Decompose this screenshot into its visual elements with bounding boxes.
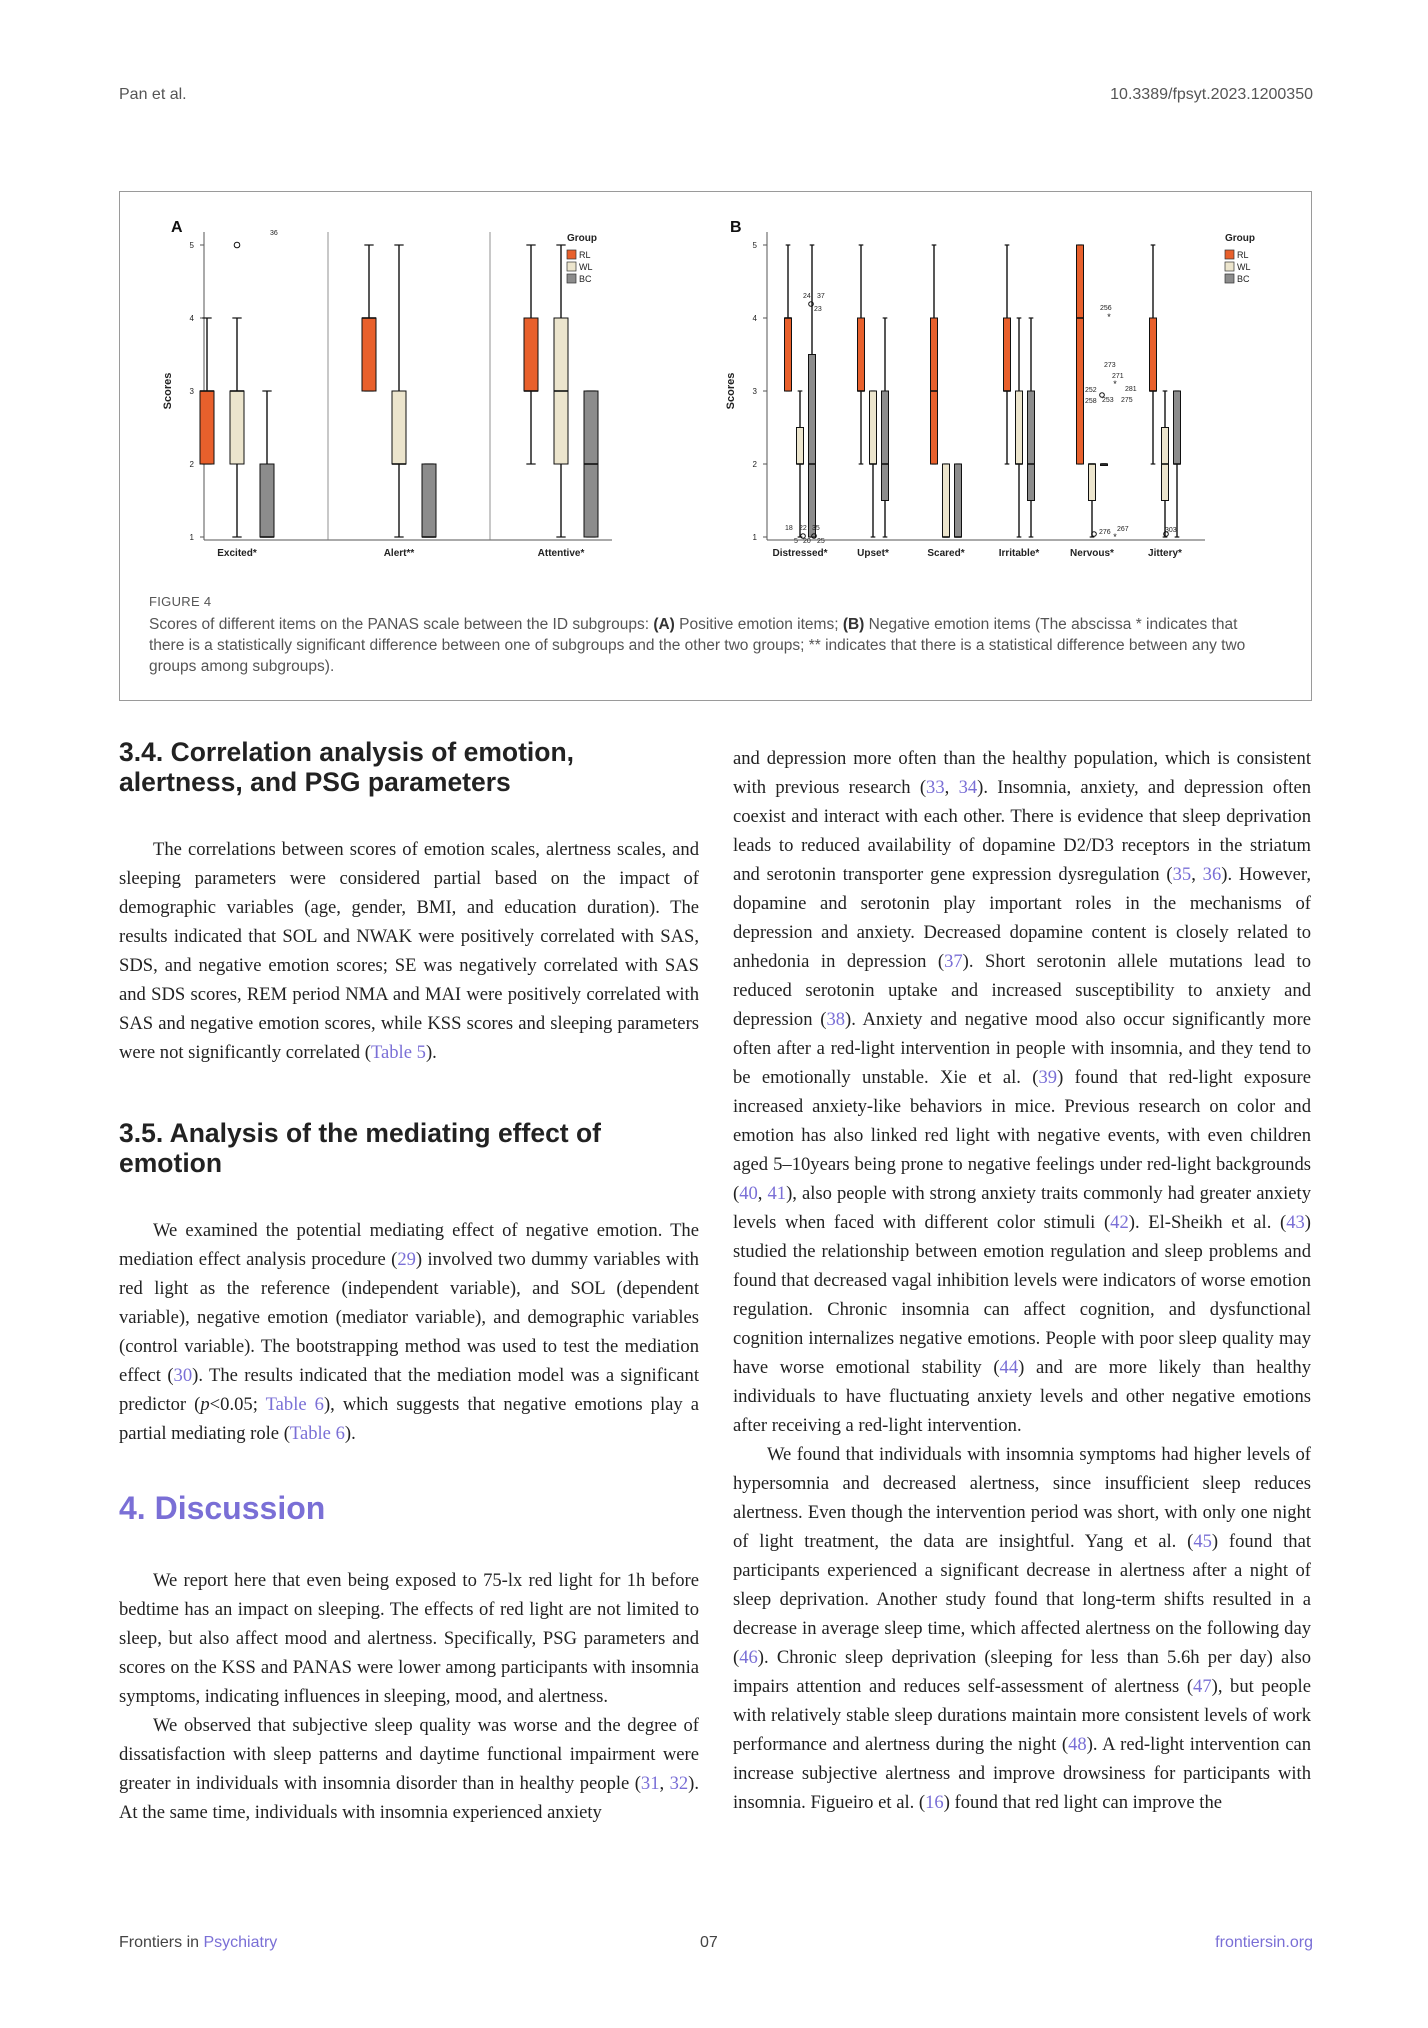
legend-label: RL bbox=[1237, 250, 1249, 260]
x-tick-label: Alert** bbox=[383, 548, 415, 559]
outlier-label: 273 bbox=[1104, 362, 1116, 369]
outlier-label: 23 bbox=[814, 306, 822, 313]
left-column bbox=[119, 737, 699, 1827]
y-tick-label: 3 bbox=[189, 387, 194, 396]
ref-48-link[interactable]: 48 bbox=[1068, 1734, 1087, 1755]
ref-33-link[interactable]: 33 bbox=[926, 777, 945, 798]
legend-label: WL bbox=[1237, 262, 1251, 272]
figure-caption: Scores of different items on the PANAS scale between the ID subgroups: (A) Positive emotion items; (B) Negative emotion items (The abscissa * indicates that there is a statistically significant difference between one of subgroups and the other two groups; ** indicates that there is a statistical difference between any two groups among subgroups). bbox=[149, 616, 1246, 675]
box-rl bbox=[1004, 318, 1011, 391]
outlier-label: 252 bbox=[1085, 387, 1097, 394]
y-tick-label: 1 bbox=[752, 533, 757, 542]
outlier-label: 5 bbox=[794, 538, 798, 545]
doi: 10.3389/fpsyt.2023.1200350 bbox=[1110, 86, 1313, 103]
outlier-label: 281 bbox=[1125, 386, 1137, 393]
y-axis-label: Scores bbox=[162, 372, 174, 410]
x-tick-label: Scared* bbox=[927, 548, 965, 559]
ref-42-link[interactable]: 42 bbox=[1110, 1212, 1129, 1233]
box-wl bbox=[797, 428, 804, 465]
right-column bbox=[733, 744, 1311, 1817]
y-tick-label: 2 bbox=[189, 460, 194, 469]
legend-title: Group bbox=[1225, 233, 1255, 244]
section-3-5-paragraph: We examined the potential mediating effect of negative emotion. The mediation effect analysis procedure (29) involved two dummy variables with red light as the reference (independent variable), and SOL (dependent variable), negative emotion (mediator variable), and demographic variables (control variable). The bootstrapping method was used to test the mediation effect (30). The results indicated that the mediation model was a significant predictor (p<0.05; Table 6), which suggests that negative emotions play a partial mediating role (Table 6). bbox=[119, 1220, 699, 1444]
outlier-label: 20 bbox=[803, 538, 811, 545]
table-6-link[interactable]: Table 6 bbox=[289, 1423, 345, 1444]
outlier-label: 267 bbox=[1117, 526, 1129, 533]
outlier-label: 24 bbox=[803, 293, 811, 300]
box-wl bbox=[392, 391, 406, 464]
box-wl bbox=[1089, 464, 1096, 501]
x-tick-label: Upset* bbox=[857, 548, 889, 559]
outlier-label: 37 bbox=[817, 293, 825, 300]
legend-swatch-bc bbox=[1225, 274, 1234, 283]
y-tick-label: 5 bbox=[189, 241, 194, 250]
outlier-label: 276 bbox=[1099, 529, 1111, 536]
ref-45-link[interactable]: 45 bbox=[1193, 1531, 1212, 1552]
outlier-label: 258 bbox=[1085, 398, 1097, 405]
ref-35-link[interactable]: 35 bbox=[1172, 864, 1192, 885]
y-tick-label: 5 bbox=[752, 241, 757, 250]
ref-30-link[interactable]: 30 bbox=[173, 1365, 193, 1386]
box-rl bbox=[858, 318, 865, 391]
ref-34-link[interactable]: 34 bbox=[958, 777, 978, 798]
box-wl bbox=[1016, 391, 1023, 464]
x-tick-label: Nervous* bbox=[1070, 548, 1114, 559]
outlier-label: 256 bbox=[1100, 305, 1112, 312]
legend-title: Group bbox=[567, 233, 597, 244]
ref-41-link[interactable]: 41 bbox=[767, 1183, 787, 1204]
table-6-link[interactable]: Table 6 bbox=[265, 1394, 324, 1415]
ref-37-link[interactable]: 37 bbox=[944, 951, 963, 972]
ref-36-link[interactable]: 36 bbox=[1202, 864, 1222, 885]
extreme-point: * bbox=[1113, 379, 1117, 389]
outlier-label: 36 bbox=[270, 230, 278, 237]
box-bc bbox=[882, 391, 889, 501]
outlier-point bbox=[234, 242, 240, 248]
box-wl bbox=[943, 464, 950, 537]
y-tick-label: 1 bbox=[189, 533, 194, 542]
outlier-label: 22 bbox=[799, 525, 807, 532]
y-tick-label: 3 bbox=[752, 387, 757, 396]
y-tick-label: 4 bbox=[189, 314, 194, 323]
legend-label: BC bbox=[579, 274, 592, 284]
legend-swatch-rl bbox=[1225, 250, 1234, 259]
x-tick-label: Distressed* bbox=[772, 548, 828, 559]
legend-swatch-wl bbox=[567, 262, 576, 271]
right-paragraph-1: and depression more often than the healthy population, which is consistent with previous research (33, 34). Insomnia, anxiety, and depression often coexist and interact with each other. There is evidence that sleep deprivation leads to reduced availability of dopamine D2/D3 receptors in the striatum and serotonin transporter gene expression dysregulation (35, 36). However, dopamine and serotonin play important roles in the mechanisms of depression and anxiety. Decreased dopamine content is closely related to anhedonia in depression (37). Short serotonin allele mutations lead to reduced serotonin uptake and increased susceptibility to anxiety and depression (38). Anxiety and negative mood also occur significantly more often after a red-light intervention in people with insomnia, and they tend to be emotionally unstable. Xie et al. (39) found that red-light exposure increased anxiety-like behaviors in mice. Previous research on color and emotion has also linked red light with negative events, with even children aged 5–10years being prone to negative feelings under red-light backgrounds (40, 41), also people with strong anxiety traits commonly had greater anxiety levels when faced with different color stimuli (42). El-Sheikh et al. (43) studied the relationship between emotion regulation and sleep problems and found that decreased vagal inhibition levels were indicators of worse emotion regulation. Chronic insomnia can affect cognition, and dysfunctional cognition internalizes negative emotions. People with poor sleep quality may have worse emotional stability (44) and are more likely than healthy individuals to have fluctuating anxiety levels and other negative emotions after receiving a red-light intervention. bbox=[733, 748, 1312, 1436]
x-tick-label: Jittery* bbox=[1148, 548, 1182, 559]
ref-39-link[interactable]: 39 bbox=[1038, 1067, 1058, 1088]
box-rl bbox=[524, 318, 538, 391]
outlier-label: 271 bbox=[1112, 373, 1124, 380]
page-number: 07 bbox=[700, 1934, 718, 1951]
journal-name: Frontiers in Psychiatry bbox=[119, 1934, 278, 1951]
outlier-label: 35 bbox=[812, 525, 820, 532]
outlier-label: 18 bbox=[785, 525, 793, 532]
figure-label: FIGURE 4 bbox=[149, 594, 212, 609]
table-5-link[interactable]: Table 5 bbox=[370, 1042, 426, 1063]
box-rl bbox=[1077, 245, 1084, 464]
ref-43-link[interactable]: 43 bbox=[1286, 1212, 1305, 1233]
box-rl bbox=[200, 391, 214, 464]
journal-site-link[interactable]: frontiersin.org bbox=[1215, 1934, 1313, 1951]
panel-a-chart bbox=[157, 218, 712, 580]
outlier-label: 25 bbox=[817, 538, 825, 545]
ref-44-link[interactable]: 44 bbox=[999, 1357, 1019, 1378]
ref-32-link[interactable]: 32 bbox=[669, 1773, 689, 1794]
y-axis-label: Scores bbox=[725, 372, 737, 410]
box-bc bbox=[260, 464, 274, 537]
panel-letter: A bbox=[171, 219, 183, 236]
right-paragraph-2: We found that individuals with insomnia symptoms had higher levels of hypersomnia and decreased alertness, since insufficient sleep reduces alertness. Even though the intervention period was short, with only one night of light treatment, the data are insightful. Yang et al. (45) found that participants experienced a significant decrease in alertness after a night of sleep deprivation. Another study found that long-term shifts resulted in a decrease in average sleep time, which affected alertness on the following day (46). Chronic sleep deprivation (sleeping for less than 5.6h per day) also impairs attention and reduces self-assessment of alertness (47), but people with relatively stable sleep durations maintain more consistent levels of work performance and alertness during the night (48). A red-light intervention can increase subjective alertness and improve drowsiness for participants with insomnia. Figueiro et al. (16) found that red light can improve the bbox=[733, 1444, 1312, 1813]
panel-b-chart bbox=[720, 218, 1300, 580]
legend-swatch-bc bbox=[567, 274, 576, 283]
box-bc bbox=[809, 355, 816, 538]
box-rl bbox=[362, 318, 376, 391]
section-4-heading: 4. Discussion bbox=[119, 1490, 326, 1526]
box-bc bbox=[955, 464, 962, 537]
outlier-label: 303 bbox=[1165, 527, 1177, 534]
running-author: Pan et al. bbox=[119, 86, 187, 103]
legend-swatch-wl bbox=[1225, 262, 1234, 271]
box-bc bbox=[422, 464, 436, 537]
x-tick-label: Irritable* bbox=[998, 548, 1040, 559]
section-3-4-paragraph: The correlations between scores of emotion scales, alertness scales, and sleeping parameters were considered partial based on the impact of demographic variables (age, gender, BMI, and education duration). The results indicated that SOL and NWAK were positively correlated with SAS, SDS, and negative emotion scores; SE was negatively correlated with SAS and SDS scores, REM period NMA and MAI were positively correlated with SAS and negative emotion scores, while KSS scores and sleeping parameters were not significantly correlated (Table 5). bbox=[119, 839, 699, 1063]
legend-label: WL bbox=[579, 262, 593, 272]
outlier-label: 253 bbox=[1102, 397, 1114, 404]
box-rl bbox=[1150, 318, 1157, 391]
ref-29-link[interactable]: 29 bbox=[397, 1249, 416, 1270]
legend-swatch-rl bbox=[567, 250, 576, 259]
x-tick-label: Attentive* bbox=[537, 548, 585, 559]
section-3-5-heading: 3.5. Analysis of the mediating effect of emotion bbox=[119, 1118, 602, 1178]
x-tick-label: Excited* bbox=[217, 548, 257, 559]
ref-46-link[interactable]: 46 bbox=[739, 1647, 758, 1668]
box-wl bbox=[230, 391, 244, 464]
y-tick-label: 2 bbox=[752, 460, 757, 469]
legend-label: BC bbox=[1237, 274, 1250, 284]
ref-31-link[interactable]: 31 bbox=[640, 1773, 660, 1794]
legend-label: RL bbox=[579, 250, 591, 260]
extreme-point: * bbox=[1113, 532, 1117, 542]
discussion-paragraph-1: We report here that even being exposed to 75-lx red light for 1h before bedtime has an impact on sleeping. The effects of red light are not limited to sleep, but also affect mood and alertness. Specifically, PSG parameters and scores on the KSS and PANAS were lower among participants with insomnia symptoms, indicating influences in sleeping, mood, and alertness. bbox=[119, 1570, 699, 1707]
discussion-paragraph-2: We observed that subjective sleep quality was worse and the degree of dissatisfaction with sleep patterns and daytime functional impairment were greater in individuals with insomnia disorder than in healthy people (31, 32). At the same time, individuals with insomnia experienced anxiety bbox=[119, 1715, 699, 1823]
panel-letter: B bbox=[730, 219, 742, 236]
box-rl bbox=[785, 318, 792, 391]
box-wl bbox=[870, 391, 877, 464]
ref-40-link[interactable]: 40 bbox=[739, 1183, 758, 1204]
outlier-label: 275 bbox=[1121, 397, 1133, 404]
box-bc bbox=[1174, 391, 1181, 464]
ref-38-link[interactable]: 38 bbox=[826, 1009, 846, 1030]
ref-16-link[interactable]: 16 bbox=[925, 1792, 944, 1813]
ref-47-link[interactable]: 47 bbox=[1193, 1676, 1212, 1697]
y-tick-label: 4 bbox=[752, 314, 757, 323]
section-3-4-heading: 3.4. Correlation analysis of emotion, alertness, and PSG parameters bbox=[119, 737, 575, 797]
extreme-point: * bbox=[1107, 312, 1111, 322]
box-bc bbox=[1028, 391, 1035, 501]
